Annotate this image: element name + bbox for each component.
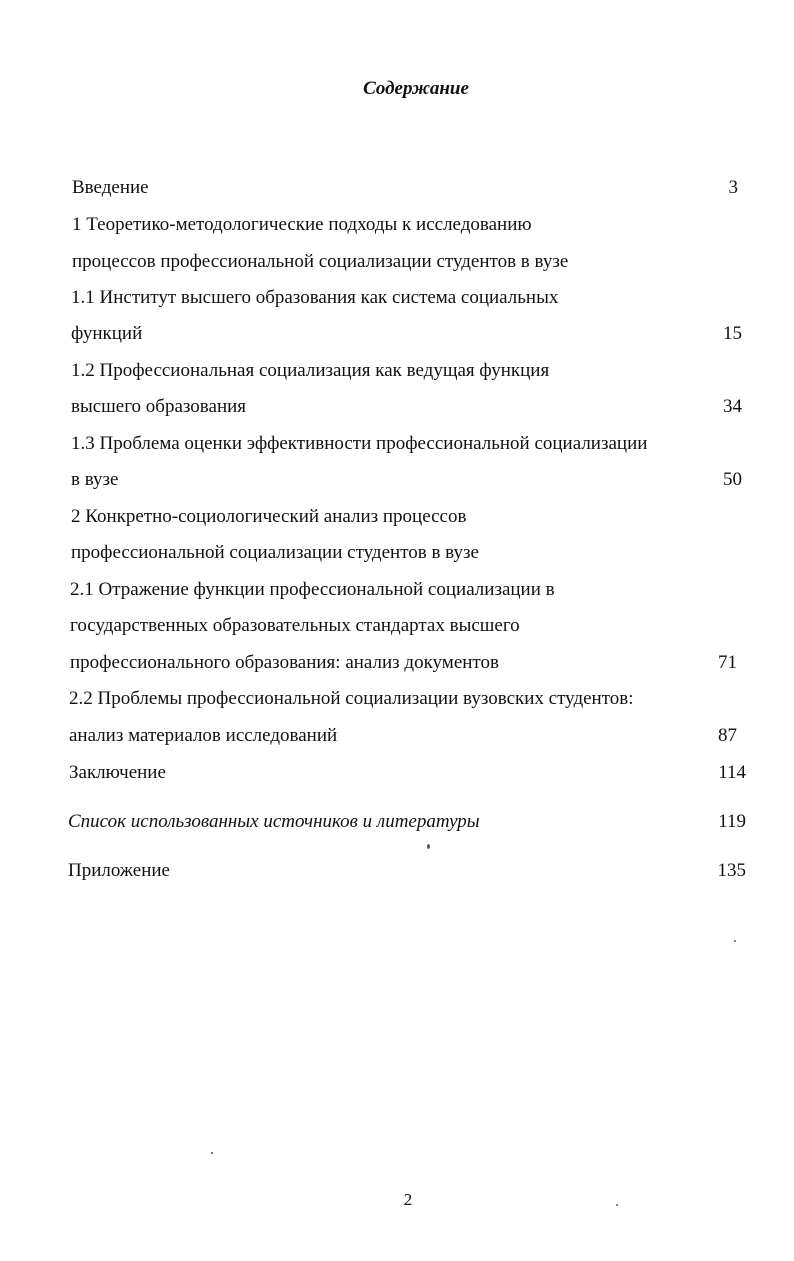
scan-speck [616,1204,618,1206]
toc-entry [0,466,794,494]
toc-entry-text: 2 Конкретно-социологический анализ процессов [71,506,467,527]
toc-entry [0,357,794,385]
toc-entry [0,248,794,276]
toc-entry [0,503,794,531]
toc-entry [0,211,794,239]
scan-speck [734,940,736,942]
toc-entry [0,284,794,312]
toc-entry-text: государственных образовательных стандартах высшего [70,615,520,636]
scan-speck [427,844,430,849]
toc-entry [0,685,794,713]
toc-entry-page: 15 [723,323,742,344]
toc-entry [0,612,794,640]
scan-speck [211,1152,213,1154]
toc-entry-page: 71 [718,652,737,673]
toc-entry-text: Приложение [68,860,170,881]
toc-entry [0,808,794,836]
toc-entry [0,539,794,567]
toc-entry-text: 1.2 Профессиональная социализация как ведущая функция [71,360,550,381]
toc-entry-text: профессиональной социализации студентов в вузе [71,542,479,563]
toc-entry-text: функций [71,323,143,344]
page-title: Содержание [363,78,469,99]
toc-entry-text: Введение [72,177,149,198]
toc-entry [0,649,794,677]
toc-entry [0,722,794,750]
toc-entry [0,857,794,885]
toc-entry-text: Заключение [69,762,166,783]
toc-entry-text: 2.1 Отражение функции профессиональной социализации в [70,579,555,600]
toc-entry-text: 1.1 Институт высшего образования как система социальных [71,287,559,308]
toc-entry-text: 2.2 Проблемы профессиональной социализации вузовских студентов: [69,688,634,709]
toc-entry-text: высшего образования [71,396,247,417]
toc-entry [0,430,794,458]
toc-entry-page: 114 [718,762,746,783]
toc-entry-page: 34 [723,396,742,417]
toc-entry-text: профессионального образования: анализ документов [70,652,499,673]
toc-entry-text: 1.3 Проблема оценки эффективности профессиональной социализации [71,433,648,454]
toc-entry-page: 50 [723,469,742,490]
toc-entry-text: в вузе [71,469,119,490]
toc-entry [0,174,794,202]
toc-entry-page: 87 [718,725,737,746]
page-number: 2 [403,1190,413,1209]
toc-entry-text: Список использованных источников и литературы [68,811,480,832]
toc-entry-text: анализ материалов исследований [69,725,338,746]
toc-entry [0,576,794,604]
toc-entry-page: 3 [728,177,738,198]
toc-entry [0,320,794,348]
toc-entry-text: процессов профессиональной социализации студентов в вузе [72,251,569,272]
toc-entry [0,759,794,787]
toc-entry [0,393,794,421]
toc-entry-page: 119 [718,811,746,832]
toc-entry-text: 1 Теоретико-методологические подходы к исследованию [72,214,532,235]
toc-entry-page: 135 [717,860,746,881]
